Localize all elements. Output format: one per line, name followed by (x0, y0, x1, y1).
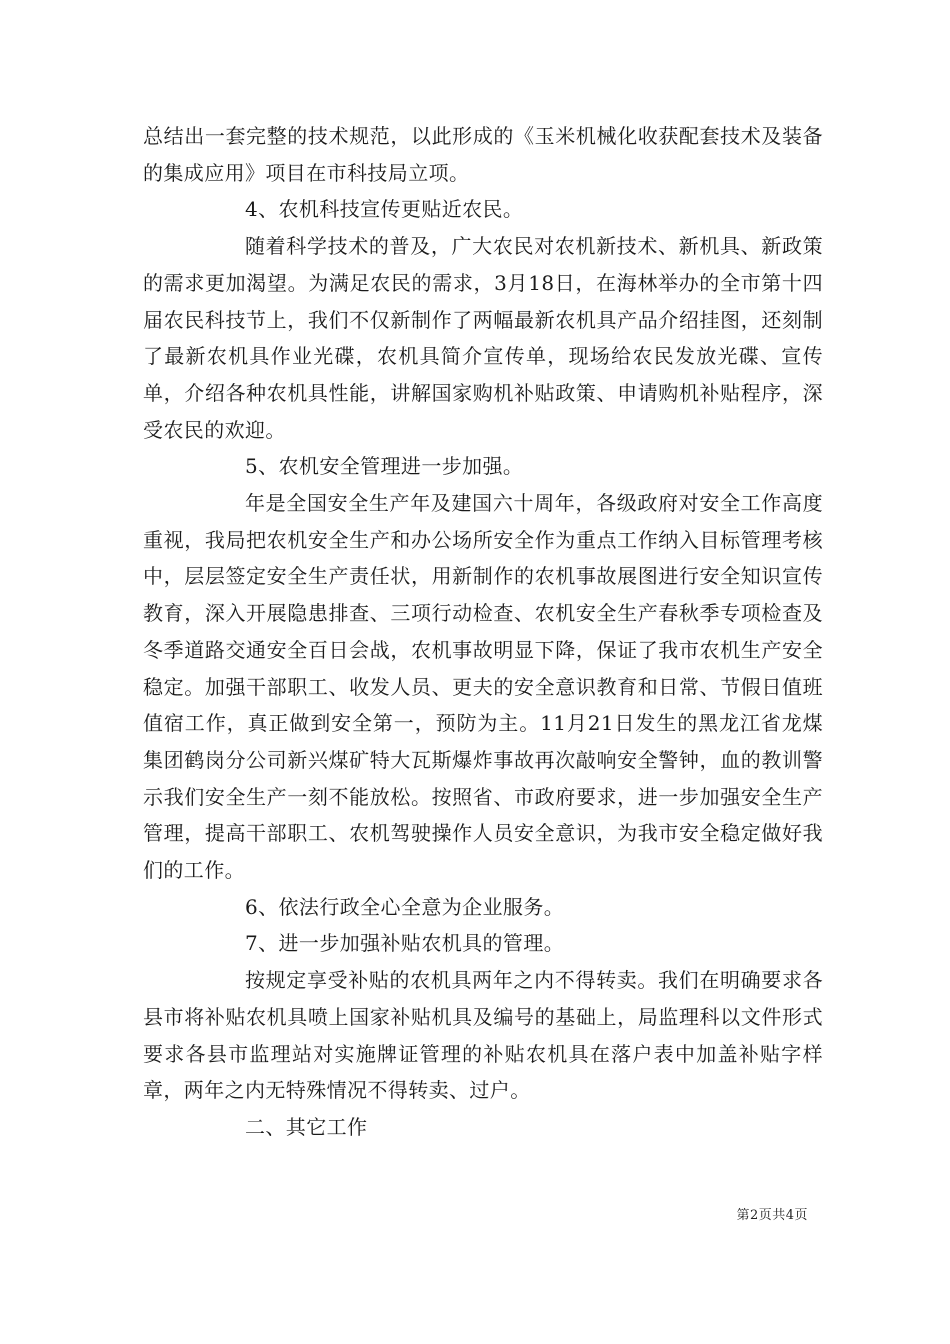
paragraph-subsidy-management: 按规定享受补贴的农机具两年之内不得转卖。我们在明确要求各县市将补贴农机具喷上国家补贴机具及编号的基础上，局监理科以文件形式要求各县市监理站对实施牌证管理的补贴农机具在落户表中加盖补贴字样章，两年之内无特殊情况不得转卖、过户。 (143, 968, 823, 1103)
section-heading-6: 6、依法行政全心全意为企业服务。 (245, 894, 565, 919)
document-body (143, 118, 823, 1146)
paragraph-safety-management: 年是全国安全生产年及建国六十周年，各级政府对安全工作高度重视，我局把农机安全生产和办公场所安全作为重点工作纳入目标管理考核中，层层签定安全生产责任状，用新制作的农机事故展图进行安全知识宣传教育，深入开展隐患排查、三项行动检查、农机安全生产春秋季专项检查及冬季道路交通安全百日会战，农机事故明显下降，保证了我市农机生产安全稳定。加强干部职工、收发人员、更夫的安全意识教育和日常、节假日值班值宿工作，真正做到安全第一，预防为主。11月21日发生的黑龙江省龙煤集团鹤岗分公司新兴煤矿特大瓦斯爆炸事故再次敲响安全警钟，血的教训警示我们安全生产一刻不能放松。按照省、市政府要求，进一步加强安全生产管理，提高干部职工、农机驾驶操作人员安全意识，为我市安全稳定做好我们的工作。 (143, 491, 823, 883)
section-heading-5: 5、农机安全管理进一步加强。 (245, 454, 524, 479)
paragraph-continuation: 总结出一套完整的技术规范，以此形成的《玉米机械化收获配套技术及装备的集成应用》项目在市科技局立项。 (143, 124, 823, 185)
section-heading-7: 7、进一步加强补贴农机具的管理。 (245, 931, 565, 956)
paragraph-tech-promotion: 随着科学技术的普及，广大农民对农机新技术、新机具、新政策的需求更加渴望。为满足农民的需求，3月18日，在海林举办的全市第十四届农民科技节上，我们不仅新制作了两幅最新农机具产品介绍挂图，还刻制了最新农机具作业光碟，农机具简介宣传单，现场给农民发放光碟、宣传单，介绍各种农机具性能，讲解国家购机补贴政策、申请购机补贴程序，深受农民的欢迎。 (143, 234, 823, 442)
section-heading-4: 4、农机科技宣传更贴近农民。 (245, 197, 524, 222)
section-heading-other-work: 二、其它工作 (245, 1114, 368, 1139)
page-number: 第2页共4页 (736, 1208, 808, 1223)
